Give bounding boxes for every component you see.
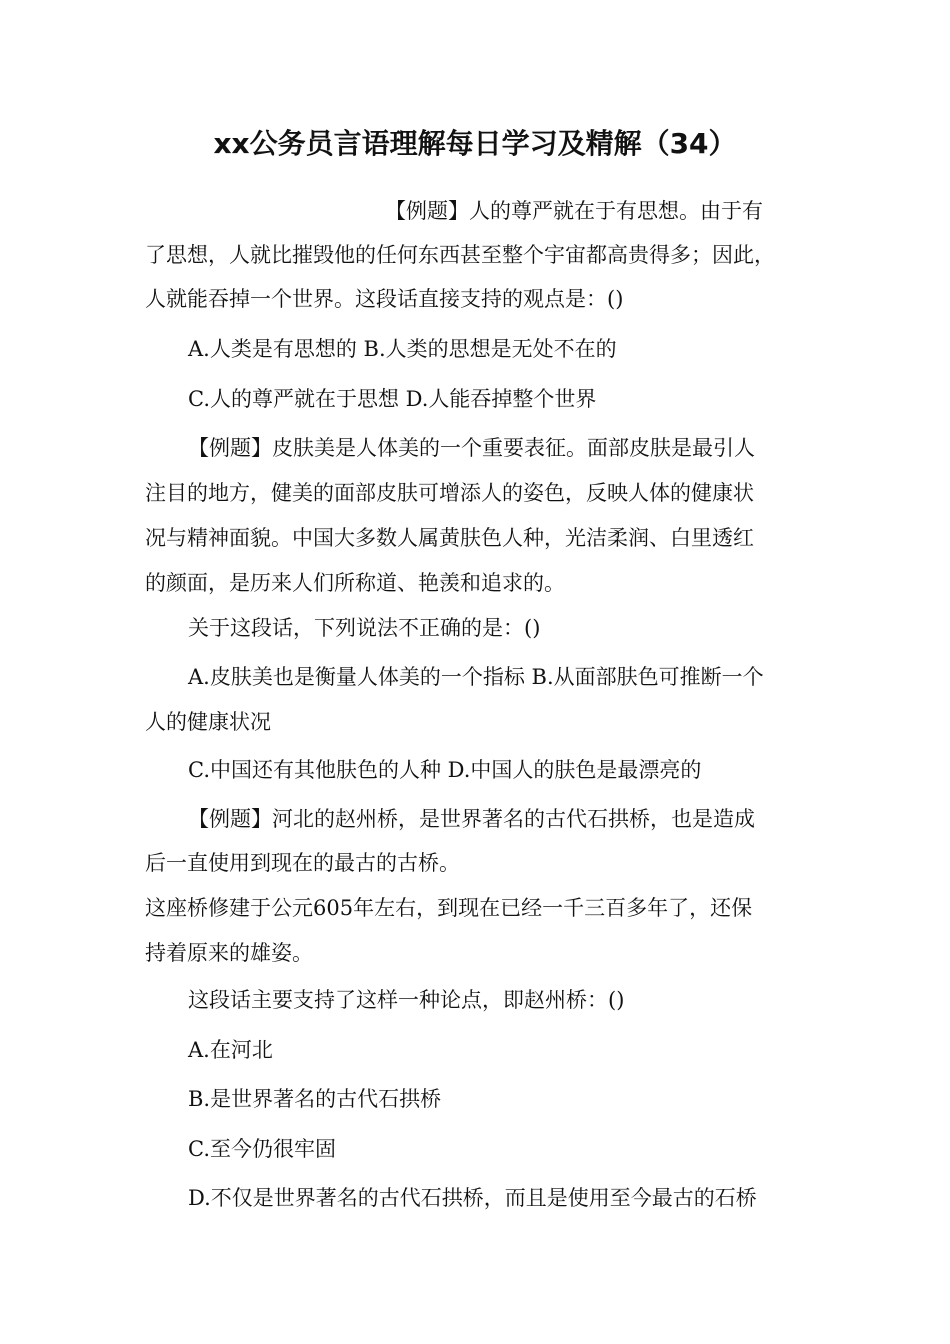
text-line: 的颜面，是历来人们所称道、艳羡和追求的。 bbox=[145, 571, 565, 595]
option-line: C.人的尊严就在于思想 D.人能吞掉整个世界 bbox=[188, 387, 597, 411]
option-line: A.人类是有思想的 B.人类的思想是无处不在的 bbox=[188, 337, 617, 361]
text-line: 【例题】皮肤美是人体美的一个重要表征。面部皮肤是最引人 bbox=[188, 436, 755, 460]
text-line: 况与精神面貌。中国大多数人属黄肤色人种，光洁柔润、白里透红 bbox=[145, 526, 754, 550]
text-line: 【例题】河北的赵州桥，是世界著名的古代石拱桥，也是造成 bbox=[188, 807, 755, 831]
text-line: 注目的地方，健美的面部皮肤可增添人的姿色，反映人体的健康状 bbox=[145, 481, 754, 505]
text-line: 这座桥修建于公元605年左右，到现在已经一千三百多年了，还保 bbox=[145, 896, 753, 920]
option-line: A.在河北 bbox=[188, 1038, 273, 1062]
question-line: 这段话主要支持了这样一种论点，即赵州桥：() bbox=[188, 988, 625, 1012]
option-line: A.皮肤美也是衡量人体美的一个指标 B.从面部肤色可推断一个 bbox=[188, 665, 764, 689]
text-line: 后一直使用到现在的最古的古桥。 bbox=[145, 851, 460, 875]
option-line: C.至今仍很牢固 bbox=[188, 1137, 336, 1161]
document-title: xx公务员言语理解每日学习及精解（34） bbox=[213, 127, 737, 160]
text-line: 了思想，人就比摧毁他的任何东西甚至整个宇宙都高贵得多；因此， bbox=[145, 243, 775, 267]
option-line: 人的健康状况 bbox=[145, 710, 271, 734]
text-line: 【例题】人的尊严就在于有思想。由于有 bbox=[385, 199, 763, 223]
option-line: C.中国还有其他肤色的人种 D.中国人的肤色是最漂亮的 bbox=[188, 758, 702, 782]
option-line: D.不仅是世界著名的古代石拱桥，而且是使用至今最古的石桥 bbox=[188, 1186, 757, 1210]
text-line: 持着原来的雄姿。 bbox=[145, 941, 313, 965]
question-line: 关于这段话，下列说法不正确的是：() bbox=[188, 616, 541, 640]
option-line: B.是世界著名的古代石拱桥 bbox=[188, 1087, 442, 1111]
text-line: 人就能吞掉一个世界。这段话直接支持的观点是：() bbox=[145, 287, 624, 311]
